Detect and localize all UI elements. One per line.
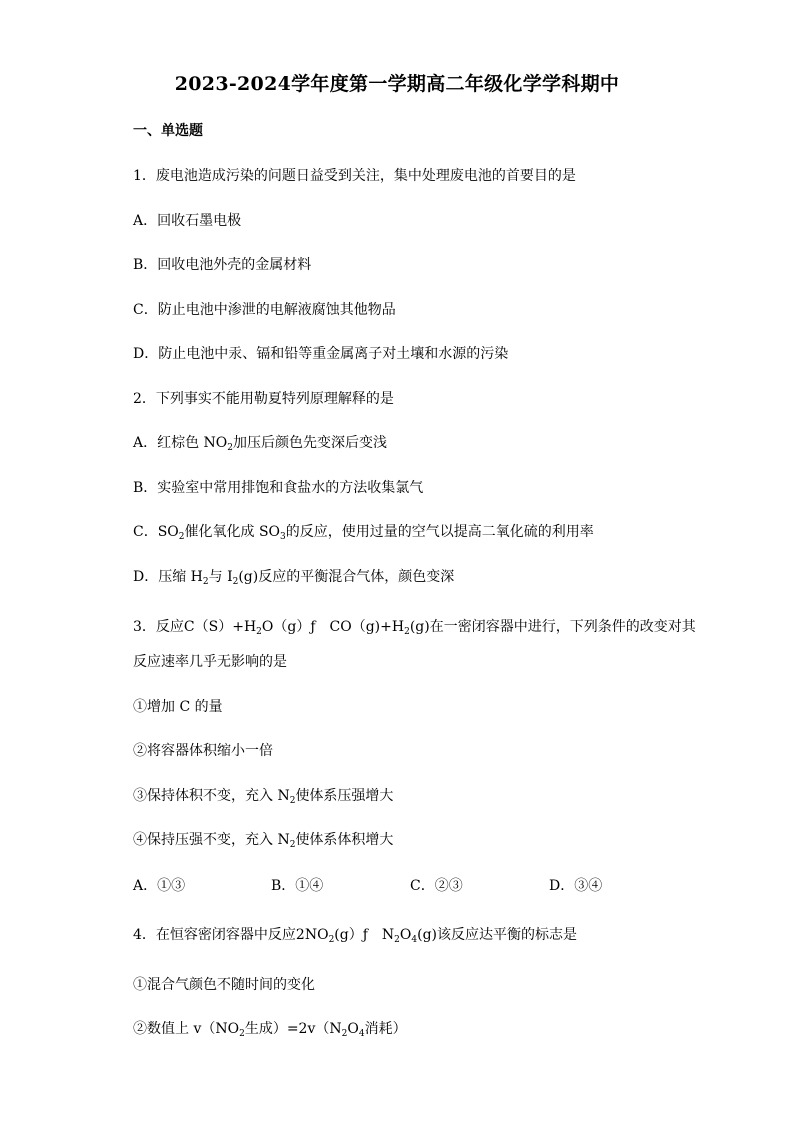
q3-stem: 3．反应$C(S)+H_2O(g)ƒ$ $CO(g)+H_2(g)$在一密闭容器中进行，下列条件的改变对其 (133, 619, 696, 637)
q1-option-b: B．回收电池外壳的金属材料 (133, 257, 312, 273)
section-heading: 一、单选题 (133, 123, 203, 139)
q2-option-a: A．红棕色 $NO_2$加压后颜色先变深后变浅 (133, 435, 388, 453)
q3-item-1: ①增加 C 的量 (133, 699, 223, 715)
q4-equation: $2NO_2(g)ƒ$ $N_2O_4$ (295, 927, 418, 945)
q3-options (133, 875, 653, 895)
q3-option-c: C．②③ (410, 878, 463, 894)
q2-option-d: D．压缩 $H_2$与 $I_2(g)$反应的平衡混合气体，颜色变深 (133, 569, 455, 587)
q2-option-c: C．$SO_2$催化氧化成 $SO_3$的反应，使用过量的空气以提高二氧化硫的利用率 (133, 524, 594, 542)
q4-item-1: ①混合气颜色不随时间的变化 (133, 977, 315, 993)
q3-option-a: A．①③ (133, 878, 186, 894)
q4-stem: 4．在恒容密闭容器中反应$2NO_2(g)ƒ$ $N_2O_4(g)$该反应达平衡的标志是 (133, 927, 577, 945)
q1-option-c: C．防止电池中渗泄的电解液腐蚀其他物品 (133, 302, 396, 318)
q3-item-2: ②将容器体积缩小一倍 (133, 743, 273, 759)
q2-option-b: B．实验室中常用排饱和食盐水的方法收集氯气 (133, 480, 424, 496)
page-title: 2023-2024学年度第一学期高二年级化学学科期中 (174, 73, 620, 95)
q2-stem: 2．下列事实不能用勒夏特列原理解释的是 (133, 391, 394, 407)
q4-item-2: ②数值上 $v(NO_2$生成）$=2v(N_2O_4$消耗） (133, 1021, 407, 1039)
q3-option-b: B．①④ (271, 878, 324, 894)
q3-stem-continued: 反应速率几乎无影响的是 (133, 654, 287, 670)
q1-option-d: D．防止电池中汞、镉和铅等重金属离子对土壤和水源的污染 (133, 346, 509, 362)
q3-option-d: D．③④ (549, 878, 603, 894)
q3-item-3: ③保持体积不变，充入 $N_2$使体系压强增大 (133, 788, 394, 806)
q3-item-4: ④保持压强不变，充入 $N_2$使体系体积增大 (133, 832, 394, 850)
q3-equation: $C(S)+H_2O(g)ƒ$ $CO(g)+H_2$ (183, 619, 410, 637)
q1-option-a: A．回收石墨电极 (133, 213, 242, 229)
q1-stem: 1．废电池造成污染的问题日益受到关注，集中处理废电池的首要目的是 (133, 168, 576, 184)
